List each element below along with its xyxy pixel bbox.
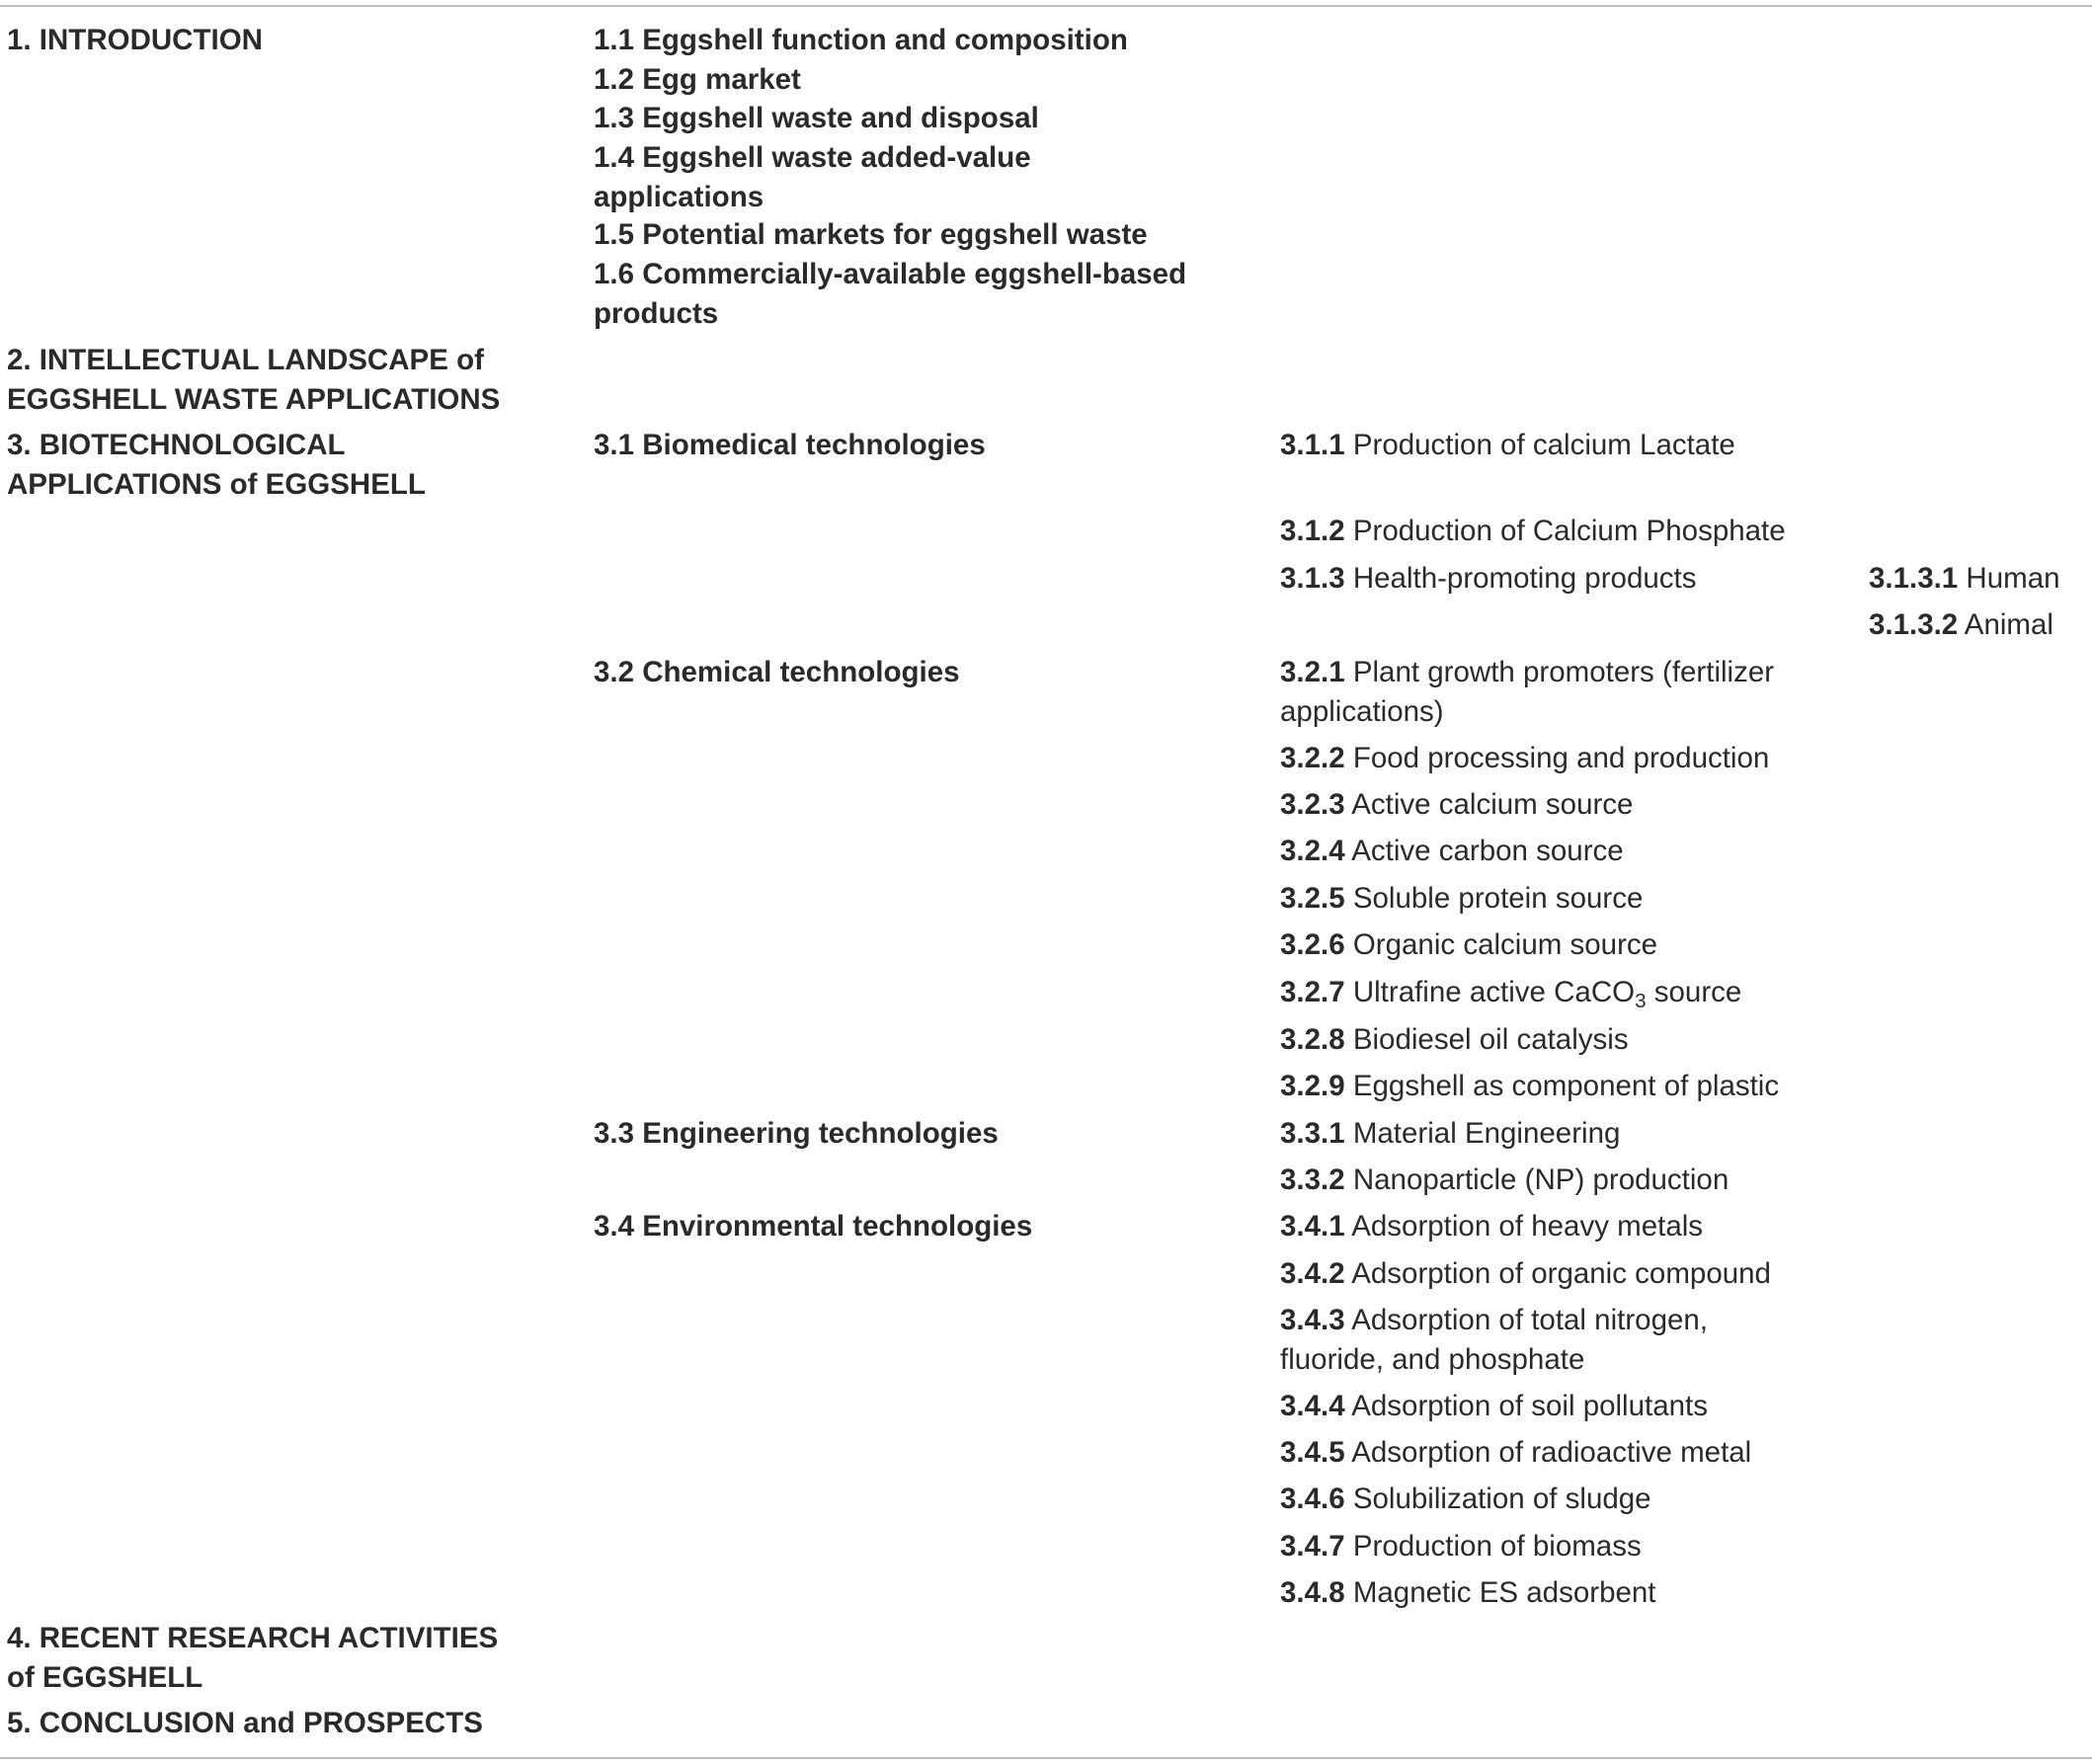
item-3-2-6 <box>1280 925 1657 965</box>
item-3-4-5 <box>1280 1433 1751 1473</box>
item-title: Adsorption of soil pollutants <box>1351 1390 1708 1422</box>
item-number: 3.2.9 <box>1280 1070 1345 1102</box>
item-title-line-2: applications) <box>1280 694 1444 728</box>
item-number: 3.1.2 <box>1280 515 1345 547</box>
item-title-line-2: fluoride, and phosphate <box>1280 1342 1585 1376</box>
subsection-3-3: 3.3 Engineering technologies <box>594 1117 999 1150</box>
item-number: 3.2.8 <box>1280 1023 1345 1056</box>
item-title: Ultrafine active CaCO$_3$ source <box>1352 976 1742 1013</box>
item-title: Production of Calcium Phosphate <box>1352 515 1786 547</box>
subsection-1-4 <box>594 138 1031 216</box>
item-3-2-9 <box>1280 1067 1779 1106</box>
item-3-2-5 <box>1280 879 1643 919</box>
item-number: 3.2.1 <box>1280 656 1345 688</box>
item-3-2-1 <box>1280 653 1774 731</box>
item-title: Solubilization of sludge <box>1352 1483 1651 1515</box>
item-number: 3.2.3 <box>1280 788 1345 821</box>
item-title-line-1: Adsorption of total nitrogen, <box>1351 1304 1708 1336</box>
item-title: Material Engineering <box>1352 1117 1621 1150</box>
item-number: 3.4.7 <box>1280 1530 1345 1563</box>
item-number: 3.4.3 <box>1280 1304 1345 1336</box>
section-5-title: 5. CONCLUSION and PROSPECTS <box>7 1707 483 1739</box>
item-title: Organic calcium source <box>1352 928 1658 961</box>
item-3-4-8 <box>1280 1573 1655 1613</box>
item-3-4-1 <box>1280 1207 1703 1246</box>
subsection-1-5: 1.5 Potential markets for eggshell waste <box>594 218 1148 251</box>
section-4-line-1: 4. RECENT RESEARCH ACTIVITIES <box>7 1622 499 1654</box>
item-3-1-3-2 <box>1869 605 2053 645</box>
item-number: 3.2.7 <box>1280 976 1345 1008</box>
item-title: Production of calcium Lactate <box>1352 429 1735 461</box>
item-3-1-3 <box>1280 559 1696 599</box>
section-2-title <box>7 341 500 419</box>
item-title: Human <box>1966 562 2060 595</box>
item-number: 3.3.1 <box>1280 1117 1345 1150</box>
item-3-2-8 <box>1280 1020 1629 1060</box>
item-title: Adsorption of radioactive metal <box>1351 1436 1752 1469</box>
item-number: 3.4.2 <box>1280 1257 1345 1290</box>
item-number: 3.4.8 <box>1280 1576 1345 1609</box>
item-number: 3.1.1 <box>1280 429 1345 461</box>
bottom-rule <box>0 1757 2092 1759</box>
item-3-2-4 <box>1280 832 1624 871</box>
item-number: 3.4.5 <box>1280 1436 1345 1469</box>
item-3-4-4 <box>1280 1387 1708 1426</box>
subsection-3-4: 3.4 Environmental technologies <box>594 1210 1033 1243</box>
item-title: Adsorption of organic compound <box>1351 1257 1771 1290</box>
item-title: Adsorption of heavy metals <box>1351 1210 1704 1243</box>
item-number: 3.2.5 <box>1280 882 1345 915</box>
subsection-3-1: 3.1 Biomedical technologies <box>594 429 986 461</box>
item-3-2-2 <box>1280 739 1769 778</box>
item-title: Health-promoting products <box>1352 562 1697 595</box>
item-3-1-2 <box>1280 512 1786 551</box>
section-3-title <box>7 426 426 504</box>
item-number: 3.3.2 <box>1280 1163 1345 1196</box>
item-3-3-1 <box>1280 1114 1620 1154</box>
item-number: 3.2.4 <box>1280 835 1345 867</box>
item-3-1-3-1 <box>1869 559 2060 599</box>
item-title: Active carbon source <box>1351 835 1624 867</box>
top-rule <box>0 5 2092 7</box>
item-number: 3.4.6 <box>1280 1483 1345 1515</box>
item-title: Magnetic ES adsorbent <box>1352 1576 1656 1609</box>
item-title: Animal <box>1964 608 2053 641</box>
item-title: Food processing and production <box>1352 742 1770 774</box>
item-title: Biodiesel oil catalysis <box>1352 1023 1629 1056</box>
section-1-title: 1. INTRODUCTION <box>7 24 263 56</box>
subsection-1-2: 1.2 Egg market <box>594 63 801 96</box>
item-number: 3.1.3 <box>1280 562 1345 595</box>
item-3-4-3 <box>1280 1301 1708 1379</box>
subsection-1-6-line-2: products <box>594 296 719 330</box>
item-title: Production of biomass <box>1352 1530 1642 1563</box>
item-number: 3.1.3.2 <box>1869 608 1959 641</box>
item-3-2-3 <box>1280 785 1633 825</box>
subsection-1-6 <box>594 255 1186 333</box>
subsection-1-3: 1.3 Eggshell waste and disposal <box>594 102 1039 134</box>
section-4-line-2: of EGGSHELL <box>7 1660 203 1694</box>
item-number: 3.2.6 <box>1280 928 1345 961</box>
item-title-line-1: Plant growth promoters (fertilizer <box>1352 656 1775 688</box>
item-number: 3.2.2 <box>1280 742 1345 774</box>
section-4-title <box>7 1619 498 1697</box>
item-number: 3.1.3.1 <box>1869 562 1959 595</box>
subsection-1-4-line-1: 1.4 Eggshell waste added-value <box>594 141 1031 174</box>
subsection-1-6-line-1: 1.6 Commercially-available eggshell-based <box>594 258 1187 290</box>
section-3-line-2: APPLICATIONS of EGGSHELL <box>7 467 426 501</box>
subsection-1-1: 1.1 Eggshell function and composition <box>594 24 1128 56</box>
item-title: Soluble protein source <box>1352 882 1644 915</box>
item-title: Nanoparticle (NP) production <box>1352 1163 1730 1196</box>
subsection-1-4-line-2: applications <box>594 180 764 213</box>
section-3-line-1: 3. BIOTECHNOLOGICAL <box>7 429 346 461</box>
subsection-3-2: 3.2 Chemical technologies <box>594 656 960 688</box>
section-2-line-2: EGGSHELL WASTE APPLICATIONS <box>7 382 501 416</box>
item-3-4-2 <box>1280 1254 1771 1294</box>
section-2-line-1: 2. INTELLECTUAL LANDSCAPE of <box>7 344 484 376</box>
item-number: 3.4.4 <box>1280 1390 1345 1422</box>
item-title: Active calcium source <box>1351 788 1634 821</box>
item-3-3-2 <box>1280 1161 1729 1200</box>
item-3-4-6 <box>1280 1480 1651 1519</box>
item-3-1-1 <box>1280 426 1735 465</box>
item-number: 3.4.1 <box>1280 1210 1345 1243</box>
item-3-2-7 <box>1280 973 1741 1012</box>
item-title: Eggshell as component of plastic <box>1352 1070 1780 1102</box>
item-3-4-7 <box>1280 1527 1642 1566</box>
